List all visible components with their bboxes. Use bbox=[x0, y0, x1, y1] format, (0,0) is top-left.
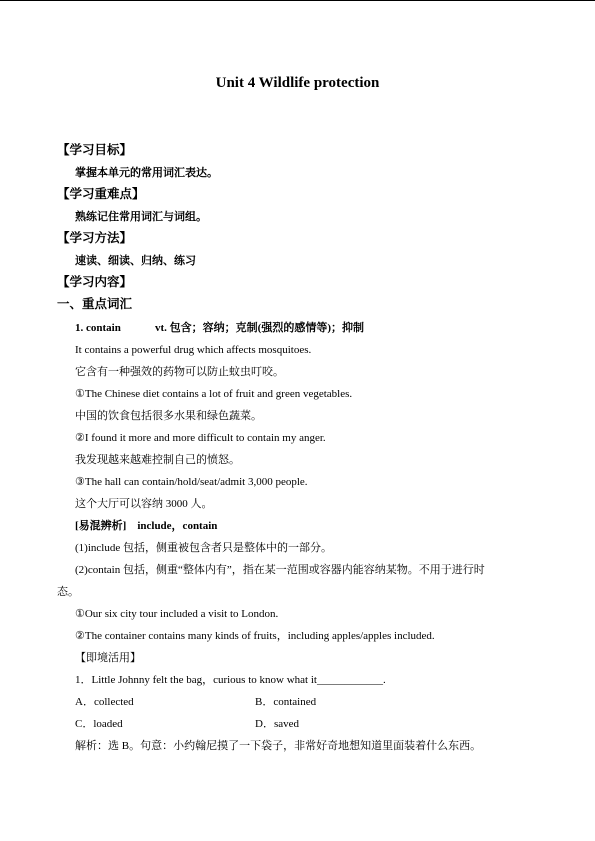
methods-text: 速读、细读、归纳、练习 bbox=[75, 255, 196, 267]
option-b: B．contained bbox=[255, 696, 317, 708]
page-title: Unit 4 Wildlife protection bbox=[215, 75, 380, 91]
content-header: 【学习内容】 bbox=[57, 275, 133, 289]
example-en: ②I found it more and more difficult to contain my anger. bbox=[75, 432, 326, 444]
example-cn: 中国的饮食包括很多水果和绿色蔬菜。 bbox=[75, 410, 262, 422]
answer-analysis: 解析：选 B。句意：小约翰尼摸了一下袋子，非常好奇地想知道里面装着什么东西。 bbox=[75, 740, 482, 752]
key-points-text: 熟练记住常用词汇与词组。 bbox=[75, 211, 207, 223]
section-vocabulary: 一、重点词汇 bbox=[57, 297, 133, 311]
key-points-header: 【学习重难点】 bbox=[57, 187, 145, 201]
confusion-point-2-cont: 态。 bbox=[57, 586, 79, 598]
question-1: 1．Little Johnny felt the bag，curious to know what it____________. bbox=[75, 674, 386, 686]
word-headword: 1. contain bbox=[75, 322, 121, 334]
confusion-header: [易混辨析] include，contain bbox=[75, 520, 218, 532]
example-cn: 它含有一种强效的药物可以防止蚊虫叮咬。 bbox=[75, 366, 284, 378]
confusion-point-1: (1)include 包括，侧重被包含者只是整体中的一部分。 bbox=[75, 542, 332, 554]
example-cn: 这个大厅可以容纳 3000 人。 bbox=[75, 498, 213, 510]
objectives-text: 掌握本单元的常用词汇表达。 bbox=[75, 167, 218, 179]
methods-header: 【学习方法】 bbox=[57, 231, 133, 245]
confusion-point-2: (2)contain 包括，侧重“整体内有”，指在某一范围或容器内能容纳某物。不用于进行时 bbox=[75, 564, 485, 576]
option-a: A．collected bbox=[75, 696, 134, 708]
option-d: D．saved bbox=[255, 718, 299, 730]
example-en: It contains a powerful drug which affects mosquitoes. bbox=[75, 344, 312, 356]
example-cn: 我发现越来越难控制自己的愤怒。 bbox=[75, 454, 240, 466]
example-en: ①The Chinese diet contains a lot of fruit and green vegetables. bbox=[75, 388, 353, 400]
confusion-example: ②The container contains many kinds of fruits，including apples/apples included. bbox=[75, 630, 435, 642]
option-c: C．loaded bbox=[75, 718, 123, 730]
confusion-example: ①Our six city tour included a visit to London. bbox=[75, 608, 279, 620]
practice-header: 【即境活用】 bbox=[75, 652, 141, 664]
objectives-header: 【学习目标】 bbox=[57, 143, 133, 157]
top-rule bbox=[0, 0, 595, 1]
example-en: ③The hall can contain/hold/seat/admit 3,000 people. bbox=[75, 476, 308, 488]
word-definition: vt. 包含；容纳；克制(强烈的感情等)；抑制 bbox=[155, 322, 364, 334]
